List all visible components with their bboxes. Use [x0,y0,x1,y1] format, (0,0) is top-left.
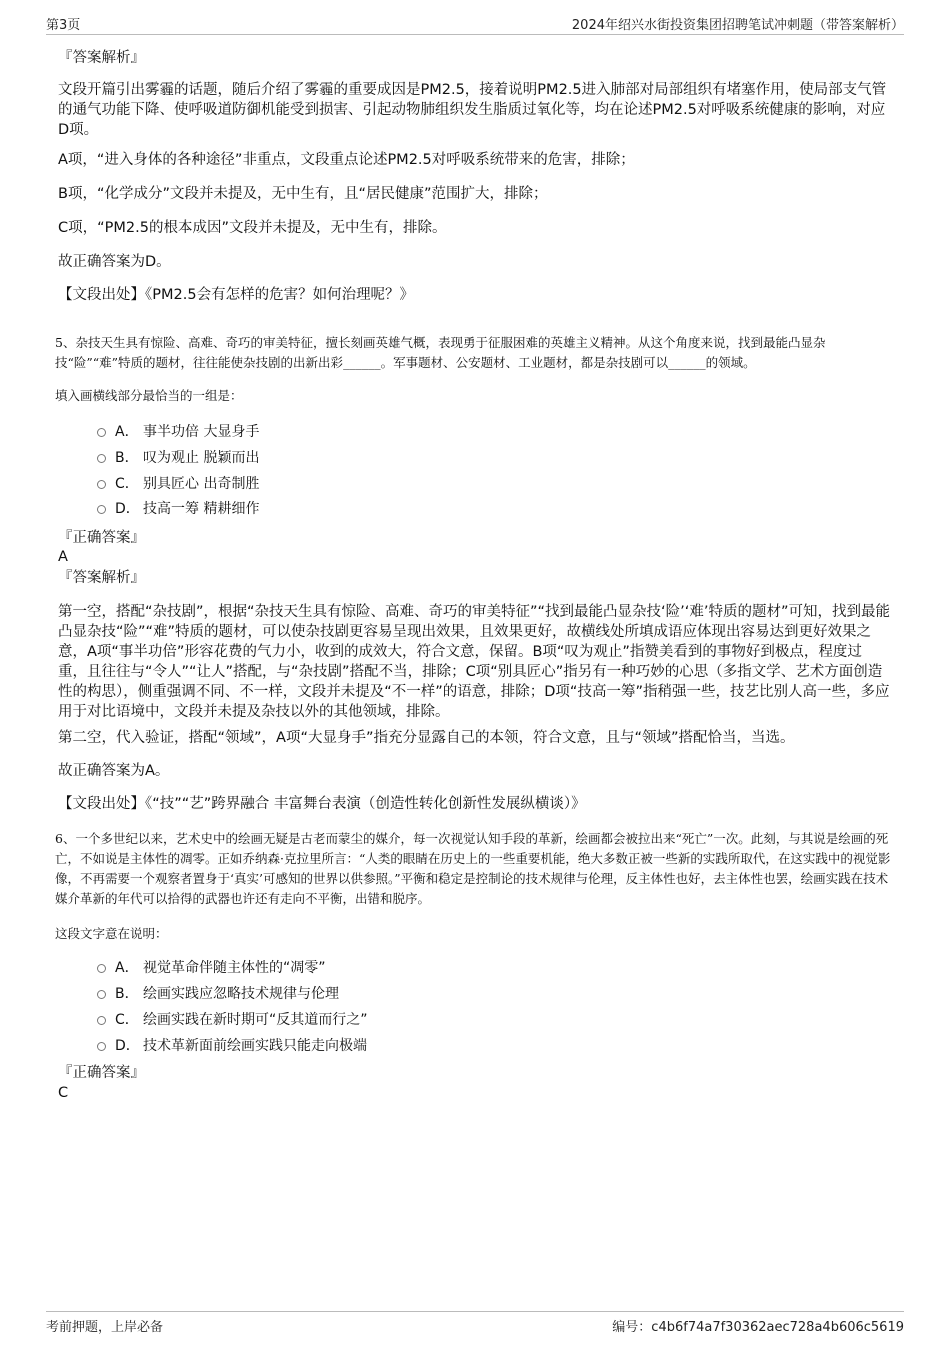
q5-question: 5、杂技天生具有惊险、高难、奇巧的审美特征，擅长刻画英雄气概，表现勇于征服困难的英雄主义精神。从这个角度来说，找到最能凸显杂技“险”“难”特质的题材，往往能使杂技剧的出新出彩______。军事题材、公安题材、工业题材，都是杂技剧可以______的领域。 [55,335,826,370]
q6-option-b[interactable] [97,984,339,1004]
option-text: 技高一筹 精耕细作 [143,501,260,517]
q6-answer: C [58,1085,69,1101]
radio-button[interactable] [97,964,106,973]
q5-conclusion: 故正确答案为A。 [58,763,170,779]
option-label: B． [115,450,139,466]
option-text: 事半功倍 大显身手 [143,424,260,440]
option-label: D． [115,501,140,517]
q5-analysis-label: 『答案解析』 [58,570,145,586]
radio-button[interactable] [97,428,106,437]
option-label: A． [115,960,139,976]
q5-analysis-para2: 第二空，代入验证，搭配“领域”，A项“大显身手”指充分显露自己的本领，符合文意，且与“领域”搭配恰当，当选。 [58,730,795,746]
q5-option-c[interactable] [97,474,259,494]
document-title: 2024年绍兴水街投资集团招聘笔试冲刺题（带答案解析） [571,18,904,33]
q5-option-d[interactable] [97,499,259,519]
page-header [46,14,904,35]
page-number: 第3页 [46,18,81,33]
radio-button[interactable] [97,1016,106,1025]
q4-conclusion: 故正确答案为D。 [58,254,171,270]
footer-slogan: 考前押题，上岸必备 [46,1320,164,1335]
q5-answer-label: 『正确答案』 [58,530,145,546]
option-label: C． [115,1012,139,1028]
q6-option-d[interactable] [97,1036,367,1056]
q5-prompt: 填入画横线部分最恰当的一组是： [55,388,243,403]
option-text: 叹为观止 脱颖而出 [143,450,260,466]
q6-option-a[interactable] [97,958,326,978]
q6-option-c[interactable] [97,1010,368,1030]
q5-analysis-para1: 第一空，搭配“杂技剧”，根据“杂技天生具有惊险、高难、奇巧的审美特征”“找到最能凸显杂技‘险’‘难’特质的题材”可知，找到最能凸显杂技“险”“难”特质的题材，可以使杂技剧更容易呈现出效果，且效果更好，故横线处所填成语应体现出容易达到更好效果之意，A项“事半功倍”形容花费的气力小，收到的成效大，符合文意，保留。B项“叹为观止”指赞美看到的事物好到极点，程度过重，且往往与“令人”“让人”搭配，与“杂技剧”搭配不当，排除；C项“别具匠心”指另有一种巧妙的心思（多指文学、艺术方面创造性的构思），侧重强调不同、不一样，文段并未提及“不一样”的语意，排除；D项“技高一筹”指稍强一些，技艺比别人高一些，多应用于对比语境中，文段并未提及杂技以外的其他领域，排除。 [58,604,891,720]
q4-analysis-label: 『答案解析』 [58,50,145,66]
q6-prompt: 这段文字意在说明： [55,926,168,941]
option-text: 视觉革命伴随主体性的“凋零” [143,960,326,976]
option-text: 绘画实践在新时期可“反其道而行之” [143,1012,368,1028]
option-text: 别具匠心 出奇制胜 [143,476,260,492]
radio-button[interactable] [97,454,106,463]
q4-analysis-option-c: C项，“PM2.5的根本成因”文段并未提及，无中生有，排除。 [58,220,447,236]
q4-analysis-option-b: B项，“化学成分”文段并未提及，无中生有，且“居民健康”范围扩大，排除； [58,186,548,202]
q6-answer-label: 『正确答案』 [58,1065,145,1081]
q5-option-b[interactable] [97,448,259,468]
option-label: C． [115,476,139,492]
option-label: D． [115,1038,140,1054]
q5-answer: A [58,549,68,565]
radio-button[interactable] [97,480,106,489]
q5-source: 【文段出处】《“技”“艺”跨界融合 丰富舞台表演（创造性转化创新性发展纵横谈）》 [58,796,586,812]
q4-analysis-option-a: A项，“进入身体的各种途径”非重点，文段重点论述PM2.5对呼吸系统带来的危害，排除； [58,152,635,168]
page-footer [46,1311,904,1334]
q6-question: 6、一个多世纪以来，艺术史中的绘画无疑是古老而蒙尘的媒介，每一次视觉认知手段的革新，绘画都会被拉出来“死亡”一次。此刻，与其说是绘画的死亡，不如说是主体性的凋零。正如乔纳森·克拉里所言：“人类的眼睛在历史上的一些重要机能，绝大多数正被一些新的实践所取代，在这实践中的视觉影像，不再需要一个观察者置身于‘真实’可感知的世界以供参照。”平衡和稳定是控制论的技术规律与伦理，反主体性也好，去主体性也罢，绘画实践在技术媒介革新的年代可以拾得的武器也许还有走向不平衡，出错和脱序。 [55,831,891,906]
option-text: 绘画实践应忽略技术规律与伦理 [143,986,339,1002]
radio-button[interactable] [97,1042,106,1051]
document-id: 编号：c4b6f74a7f30362aec728a4b606c5619 [612,1320,904,1335]
q4-analysis-para1: 文段开篇引出雾霾的话题，随后介绍了雾霾的重要成因是PM2.5，接着说明PM2.5进入肺部对局部组织有堵塞作用，使局部支气管的通气功能下降、使呼吸道防御机能受到损害、引起动物肺组织发生脂质过氧化等，均在论述PM2.5对呼吸系统健康的影响，对应D项。 [58,82,887,138]
radio-button[interactable] [97,505,106,514]
q4-source: 【文段出处】《PM2.5会有怎样的危害？如何治理呢？》 [58,287,415,303]
option-label: A． [115,424,139,440]
option-text: 技术革新面前绘画实践只能走向极端 [143,1038,367,1054]
q5-option-a[interactable] [97,422,259,442]
option-label: B． [115,986,139,1002]
radio-button[interactable] [97,990,106,999]
